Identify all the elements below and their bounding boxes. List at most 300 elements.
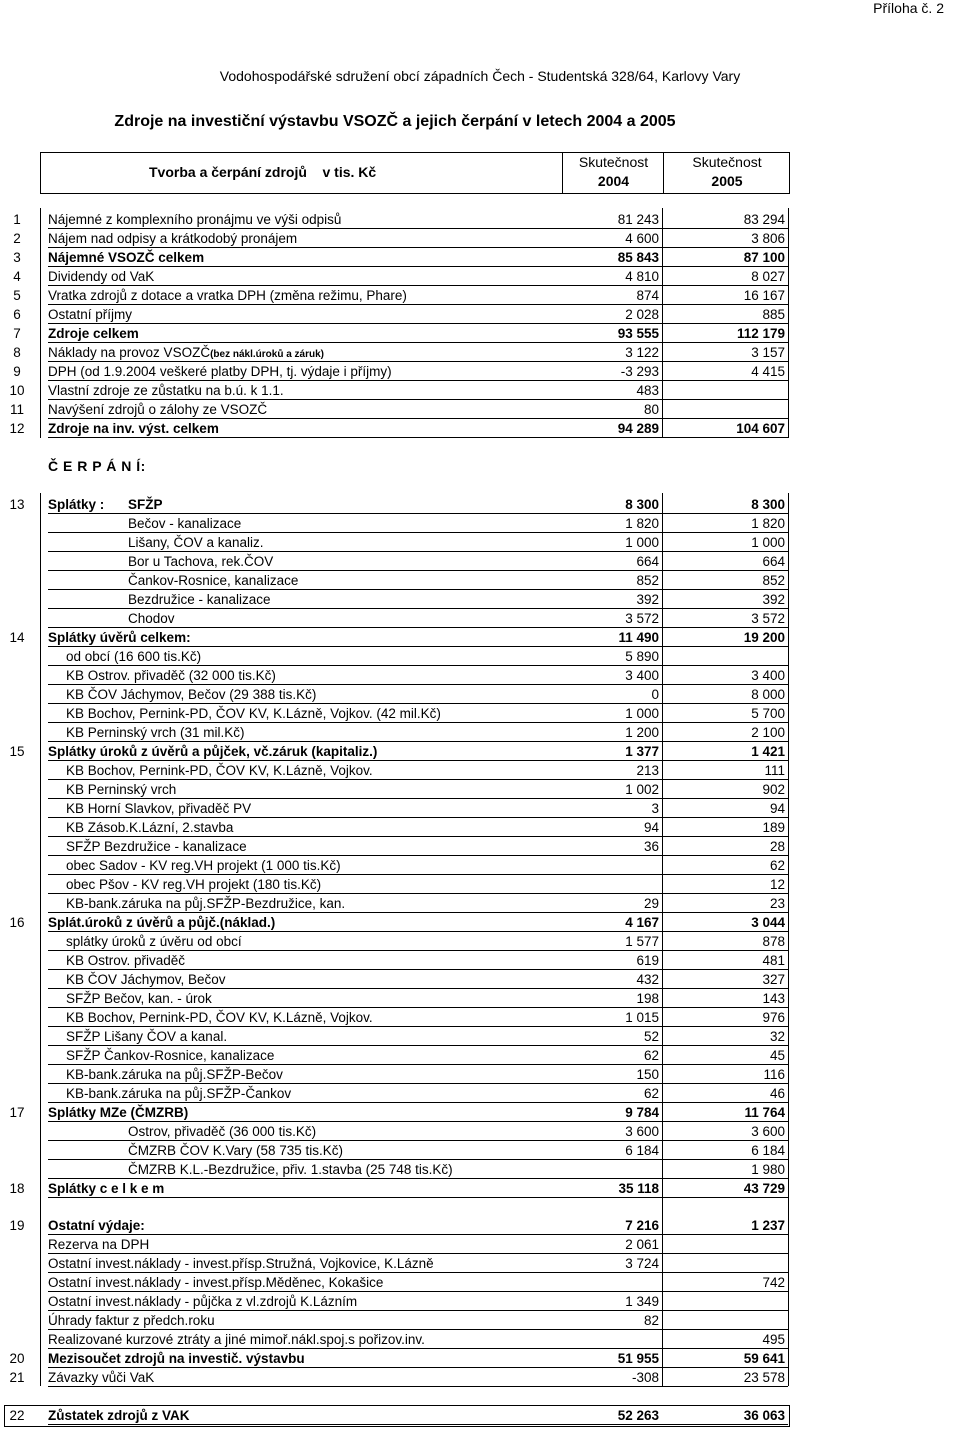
row-number: 9	[13, 364, 21, 379]
row-label-text: Splátky :	[48, 497, 105, 512]
row-label	[66, 723, 245, 742]
row-label-text: Dividendy od VaK	[48, 269, 155, 284]
value-2004: 1 002	[625, 782, 659, 797]
row-label	[66, 856, 341, 875]
table-row	[0, 1046, 960, 1065]
value-2005: 3 157	[751, 345, 785, 360]
row-label	[66, 989, 212, 1008]
row-number: 15	[9, 744, 25, 759]
value-2005: 1 000	[751, 535, 785, 550]
header-col-2005-label: Skutečnost	[692, 154, 762, 170]
row-number: 8	[13, 345, 21, 360]
row-label-text: KB Zásob.K.Lázní, 2.stavba	[66, 820, 234, 835]
row-label	[66, 970, 226, 989]
value-2005: 19 200	[743, 630, 785, 645]
row-label-text: SFŽP Bezdružice - kanalizace	[66, 839, 247, 854]
row-label-text: Bezdružice - kanalizace	[128, 592, 271, 607]
value-2005: 8 027	[751, 269, 785, 284]
row-rule	[48, 1386, 788, 1387]
value-2005: 3 806	[751, 231, 785, 246]
table-row	[0, 1084, 960, 1103]
row-label-text: Ostrov, přivaděč (36 000 tis.Kč)	[128, 1124, 317, 1139]
value-2004: 1 349	[625, 1294, 659, 1309]
row-label	[66, 1065, 283, 1084]
table-row	[0, 685, 960, 704]
row-label	[66, 761, 373, 780]
row-label-text: Závazky vůči VaK	[48, 1370, 155, 1385]
value-2004: 1 000	[625, 706, 659, 721]
row-label-text: Nájemné z komplexního pronájmu ve výši odpisů	[48, 212, 342, 227]
table-row	[0, 951, 960, 970]
table-row	[0, 381, 960, 400]
row-label	[66, 1046, 274, 1065]
table-row	[0, 894, 960, 913]
value-2005: 11 764	[744, 1105, 785, 1120]
value-2004: 52	[643, 1029, 659, 1044]
row-label	[48, 305, 132, 324]
table-row	[0, 400, 960, 419]
value-2005: 43 729	[743, 1181, 785, 1196]
row-label-text: Ostatní invest.náklady - invest.přísp.Měděnec, Kokašice	[48, 1275, 384, 1290]
row-label-text: Rezerva na DPH	[48, 1237, 150, 1252]
row-label	[48, 324, 139, 343]
row-number: 21	[9, 1370, 25, 1385]
cerpani-heading: Č E R P Á N Í:	[48, 458, 146, 474]
table-row	[0, 210, 960, 229]
row-label	[48, 1254, 434, 1273]
value-2004: 93 555	[617, 326, 659, 341]
row-label	[48, 495, 104, 514]
table-row	[0, 666, 960, 685]
row-number: 11	[9, 402, 24, 417]
row-label-text: KB Perninský vrch (31 mil.Kč)	[66, 725, 245, 740]
value-2005: 16 167	[743, 288, 785, 303]
row-label-text: Splátky úroků z úvěrů a půjček, vč.záruk (kapitaliz.)	[48, 744, 378, 759]
row-label-text: KB-bank.záruka na půj.SFŽP-Bečov	[66, 1067, 283, 1082]
row-label	[66, 685, 316, 704]
row-label-text: obec Pšov - KV reg.VH projekt (180 tis.Kč)	[66, 877, 322, 892]
table-row	[0, 799, 960, 818]
value-2005: 12	[769, 877, 785, 892]
value-2004: 3 400	[625, 668, 659, 683]
value-2004: 3	[651, 801, 659, 816]
value-2004: 9 784	[625, 1105, 659, 1120]
table-row	[0, 1349, 960, 1368]
row-label	[48, 248, 204, 267]
table-row	[0, 267, 960, 286]
row-label	[48, 1103, 188, 1122]
value-2004: 62	[643, 1086, 659, 1101]
value-2005: 32	[769, 1029, 785, 1044]
row-label	[128, 552, 273, 571]
value-2004: -3 293	[620, 364, 659, 379]
table-row	[0, 229, 960, 248]
value-2004: 392	[636, 592, 659, 607]
value-2004: 483	[636, 383, 659, 398]
value-2005: 852	[762, 573, 785, 588]
row-label-text: Úhrady faktur z předch.roku	[48, 1313, 215, 1328]
row-label	[66, 799, 251, 818]
table-row	[0, 571, 960, 590]
row-label	[48, 1368, 154, 1387]
row-label	[66, 818, 233, 837]
row-label	[66, 875, 321, 894]
value-2004: 8 300	[625, 497, 659, 512]
row-label	[128, 590, 271, 609]
header-label-text: Tvorba a čerpání zdrojů	[149, 164, 307, 180]
value-2005: 3 600	[751, 1124, 785, 1139]
row-label	[128, 1141, 343, 1160]
row-label	[48, 381, 284, 400]
table-row	[0, 647, 960, 666]
value-2005: 8 000	[751, 687, 785, 702]
row-label	[48, 229, 297, 248]
table-row	[0, 742, 960, 761]
row-label-text: Realizované kurzové ztráty a jiné mimoř.nákl.spoj.s pořizov.inv.	[48, 1332, 425, 1347]
row-number: 4	[13, 269, 21, 284]
value-2005: 189	[762, 820, 785, 835]
value-2004: 1 200	[625, 725, 659, 740]
row-sublabel: SFŽP	[128, 497, 163, 512]
table-row	[0, 1235, 960, 1254]
row-label	[66, 666, 276, 685]
row-label-text: KB Ostrov. přivaděč (32 000 tis.Kč)	[66, 668, 276, 683]
table-row	[0, 628, 960, 647]
table-row	[0, 343, 960, 362]
row-label-text: KB-bank.záruka na půj.SFŽP-Čankov	[66, 1086, 292, 1101]
value-2005: 1 820	[751, 516, 785, 531]
table-row	[0, 989, 960, 1008]
row-label	[48, 362, 392, 381]
row-rule	[48, 437, 788, 438]
row-label	[48, 1292, 357, 1311]
value-2004: 6 184	[625, 1143, 659, 1158]
row-label-text: Ostatní výdaje:	[48, 1218, 145, 1233]
value-2005: 1 980	[751, 1162, 785, 1177]
value-2005: 392	[762, 592, 785, 607]
document-title: Zdroje na investiční výstavbu VSOZČ a jejich čerpání v letech 2004 a 2005	[114, 113, 676, 130]
row-label	[66, 1027, 227, 1046]
row-number: 16	[9, 915, 25, 930]
value-2005: 8 300	[751, 497, 785, 512]
table-row	[0, 552, 960, 571]
row-number: 2	[13, 231, 21, 246]
value-2005: 83 294	[743, 212, 785, 227]
row-label	[48, 400, 267, 419]
row-label	[48, 1235, 149, 1254]
table-row	[0, 1027, 960, 1046]
row-label-text: Nájem nad odpisy a krátkodobý pronájem	[48, 231, 298, 246]
table-row	[0, 1179, 960, 1198]
header-col-2004-label: Skutečnost	[578, 154, 649, 170]
row-label-text: Mezisoučet zdrojů na investič. výstavbu	[48, 1351, 305, 1366]
value-2004: 1 820	[625, 516, 659, 531]
row-label	[66, 1084, 291, 1103]
value-2005: 481	[762, 953, 785, 968]
row-number: 12	[9, 421, 25, 436]
row-label-text: ČMZRB ČOV K.Vary (58 735 tis.Kč)	[128, 1143, 344, 1158]
row-label	[66, 894, 345, 913]
column-rule	[40, 208, 41, 438]
row-number: 3	[13, 250, 21, 265]
table-row	[0, 1273, 960, 1292]
row-label-text: SFŽP Čankov-Rosnice, kanalizace	[66, 1048, 275, 1063]
table-row	[0, 533, 960, 552]
header-unit: v tis. Kč	[322, 164, 377, 180]
value-2005: 45	[769, 1048, 785, 1063]
row-label	[66, 1008, 373, 1027]
value-2005: 4 415	[751, 364, 785, 379]
value-2004: 664	[636, 554, 659, 569]
row-label-text: splátky úroků z úvěru od obcí	[66, 934, 242, 949]
row-label-text: Ostatní invest.náklady - půjčka z vl.zdrojů K.Lázním	[48, 1294, 358, 1309]
table-row	[0, 1330, 960, 1349]
row-label	[48, 1273, 383, 1292]
row-label-text: KB ČOV Jáchymov, Bečov (29 388 tis.Kč)	[66, 687, 317, 702]
row-label	[66, 837, 247, 856]
row-label-text: obec Sadov - KV reg.VH projekt (1 000 tis.Kč)	[66, 858, 341, 873]
row-label	[48, 628, 191, 647]
table-row	[0, 818, 960, 837]
table-row	[0, 419, 960, 438]
row-number: 17	[9, 1105, 25, 1120]
value-2004: 94 289	[617, 421, 659, 436]
row-label-text: Ostatní příjmy	[48, 307, 133, 322]
value-2004: 80	[643, 402, 659, 417]
value-2004: 3 724	[625, 1256, 659, 1271]
table-row	[0, 1292, 960, 1311]
value-2004: 213	[636, 763, 659, 778]
value-2005: 23 578	[743, 1370, 785, 1385]
table-row	[0, 495, 960, 514]
table-row	[0, 723, 960, 742]
row-label	[48, 1179, 164, 1198]
value-2005: 59 641	[743, 1351, 785, 1366]
table-row	[0, 1368, 960, 1387]
value-2005: 116	[763, 1067, 785, 1082]
table-row	[0, 1008, 960, 1027]
column-rule	[788, 208, 789, 438]
table-row	[0, 1065, 960, 1084]
row-number: 22	[9, 1408, 25, 1423]
row-label-text: KB Perninský vrch	[66, 782, 177, 797]
row-label-text: Bor u Tachova, rek.ČOV	[128, 554, 274, 569]
column-rule	[662, 493, 663, 1386]
table-row	[0, 305, 960, 324]
row-label-text: SFŽP Bečov, kan. - úrok	[66, 991, 212, 1006]
row-label-text: Splátky MZe (ČMZRB)	[48, 1105, 189, 1120]
table-row	[0, 970, 960, 989]
value-2004: 432	[636, 972, 659, 987]
row-label	[48, 286, 407, 305]
value-2005: 1 237	[751, 1218, 785, 1233]
table-row	[0, 913, 960, 932]
final-row-box	[4, 1405, 790, 1427]
value-2005: 143	[762, 991, 785, 1006]
value-2005: 94	[769, 801, 785, 816]
value-2005: 112 179	[736, 326, 785, 341]
row-label-text: Splátky c e l k e m	[48, 1181, 165, 1196]
table-row	[0, 1216, 960, 1235]
value-2005: 28	[769, 839, 785, 854]
value-2005: 327	[762, 972, 785, 987]
row-label	[66, 647, 201, 666]
row-label	[48, 210, 341, 229]
column-rule	[788, 493, 789, 1386]
value-2004: 4 810	[625, 269, 659, 284]
table-row	[0, 362, 960, 381]
value-2005: 111	[764, 763, 785, 778]
header-col-2005-year: 2005	[711, 173, 743, 189]
table-row	[0, 286, 960, 305]
row-label	[128, 533, 264, 552]
table-row	[0, 875, 960, 894]
row-label-text: Vratka zdrojů z dotace a vratka DPH (změna režimu, Phare)	[48, 288, 407, 303]
table-row	[0, 324, 960, 343]
row-label-text: Nájemné VSOZČ celkem	[48, 250, 205, 265]
value-2004: 852	[636, 573, 659, 588]
value-2004: 51 955	[617, 1351, 659, 1366]
row-rule	[48, 1197, 788, 1198]
row-label	[128, 514, 241, 533]
value-2004: 81 243	[617, 212, 659, 227]
column-rule	[662, 208, 663, 438]
value-2004: 2 061	[625, 1237, 659, 1252]
value-2004: 85 843	[617, 250, 659, 265]
row-number: 13	[9, 497, 25, 512]
value-2005: 23	[769, 896, 785, 911]
value-2005: 3 044	[751, 915, 785, 930]
value-2005: 495	[762, 1332, 785, 1347]
value-2005: 742	[762, 1275, 785, 1290]
table-row	[0, 761, 960, 780]
row-number: 20	[9, 1351, 25, 1366]
row-label-text: Chodov	[128, 611, 175, 626]
value-2005: 1 421	[751, 744, 785, 759]
table-row	[0, 590, 960, 609]
row-number: 5	[13, 288, 21, 303]
value-2004: 3 572	[625, 611, 659, 626]
row-label	[48, 419, 219, 438]
value-2004: 36	[643, 839, 659, 854]
row-label	[128, 1122, 316, 1141]
value-2004: 35 118	[618, 1181, 659, 1196]
value-2005: 46	[769, 1086, 785, 1101]
table-row	[0, 856, 960, 875]
row-label-text: Navýšení zdrojů o zálohy ze VSOZČ	[48, 402, 268, 417]
row-label-text: KB Ostrov. přivaděč	[66, 953, 186, 968]
value-2004: 7 216	[625, 1218, 659, 1233]
value-2005: 664	[762, 554, 785, 569]
row-label	[128, 609, 175, 628]
row-label-text: Zdroje celkem	[48, 326, 139, 341]
table-row	[0, 1141, 960, 1160]
table-row	[0, 932, 960, 951]
value-2004: 3 122	[625, 345, 659, 360]
value-2005: 62	[769, 858, 785, 873]
row-label	[66, 780, 176, 799]
row-label-text: Ostatní invest.náklady - invest.přísp.Stružná, Vojkovice, K.Lázně	[48, 1256, 434, 1271]
annex-label: Příloha č. 2	[873, 0, 944, 16]
row-label	[48, 1330, 425, 1349]
table-row	[0, 704, 960, 723]
value-2004: 4 167	[625, 915, 659, 930]
value-2004: -308	[631, 1370, 659, 1385]
value-2005: 902	[762, 782, 785, 797]
value-2005: 878	[762, 934, 785, 949]
row-label	[66, 951, 185, 970]
row-label-text: KB Bochov, Pernink-PD, ČOV KV, K.Lázně, Vojkov.	[66, 1010, 373, 1025]
row-label	[48, 1311, 215, 1330]
value-2004: 29	[643, 896, 659, 911]
table-row	[0, 1103, 960, 1122]
row-label	[66, 932, 242, 951]
row-label	[48, 1216, 145, 1235]
value-2004: 62	[643, 1048, 659, 1063]
row-label-text: KB ČOV Jáchymov, Bečov	[66, 972, 226, 987]
table-row	[0, 1122, 960, 1141]
row-label-text: Zůstatek zdrojů z VAK	[48, 1408, 190, 1423]
value-2004: 52 263	[617, 1408, 659, 1423]
row-label-text: KB Bochov, Pernink-PD, ČOV KV, K.Lázně, Vojkov. (42 mil.Kč)	[66, 706, 441, 721]
row-label	[48, 267, 154, 286]
row-number: 10	[9, 383, 25, 398]
row-number: 14	[9, 630, 25, 645]
row-number: 1	[13, 212, 21, 227]
value-2005: 3 400	[751, 668, 785, 683]
value-2005: 976	[762, 1010, 785, 1025]
row-number: 18	[9, 1181, 25, 1196]
value-2005: 6 184	[751, 1143, 785, 1158]
table-row	[0, 780, 960, 799]
table-row	[0, 514, 960, 533]
row-label	[128, 1160, 453, 1179]
row-label-text: DPH (od 1.9.2004 veškeré platby DPH, tj. výdaje i příjmy)	[48, 364, 392, 379]
table-row	[0, 1311, 960, 1330]
row-label-text: Vlastní zdroje ze zůstatku na b.ú. k 1.1.	[48, 383, 284, 398]
row-label-text: ČMZRB K.L.-Bezdružice, přiv. 1.stavba (25 748 tis.Kč)	[128, 1162, 453, 1177]
value-2005: 87 100	[743, 250, 785, 265]
row-label-text: Náklady na provoz VSOZČ	[48, 345, 211, 360]
value-2005: 2 100	[751, 725, 785, 740]
row-label-text: SFŽP Lišany ČOV a kanal.	[66, 1029, 228, 1044]
row-label	[66, 704, 441, 723]
table-row	[0, 1254, 960, 1273]
value-2004: 874	[636, 288, 659, 303]
row-label-note: (bez nákl.úroků a záruk)	[210, 349, 324, 360]
table-row	[0, 609, 960, 628]
row-number: 7	[13, 326, 21, 341]
row-label-text: od obcí (16 600 tis.Kč)	[66, 649, 202, 664]
row-label	[48, 913, 275, 932]
row-label-text: Splát.úroků z úvěrů a půjč.(náklad.)	[48, 915, 276, 930]
row-label	[48, 742, 377, 761]
row-label-text: KB Bochov, Pernink-PD, ČOV KV, K.Lázně, Vojkov.	[66, 763, 373, 778]
value-2004: 1 000	[625, 535, 659, 550]
value-2004: 2 028	[625, 307, 659, 322]
column-rule	[40, 493, 41, 1386]
value-2004: 150	[636, 1067, 659, 1082]
table-row	[0, 1160, 960, 1179]
row-number: 6	[13, 307, 21, 322]
value-2004: 0	[651, 687, 659, 702]
value-2005: 885	[762, 307, 785, 322]
row-label	[48, 1349, 305, 1368]
value-2005: 5 700	[751, 706, 785, 721]
row-label-text: KB-bank.záruka na půj.SFŽP-Bezdružice, kan.	[66, 896, 346, 911]
row-label-text: Bečov - kanalizace	[128, 516, 242, 531]
table-row	[0, 837, 960, 856]
